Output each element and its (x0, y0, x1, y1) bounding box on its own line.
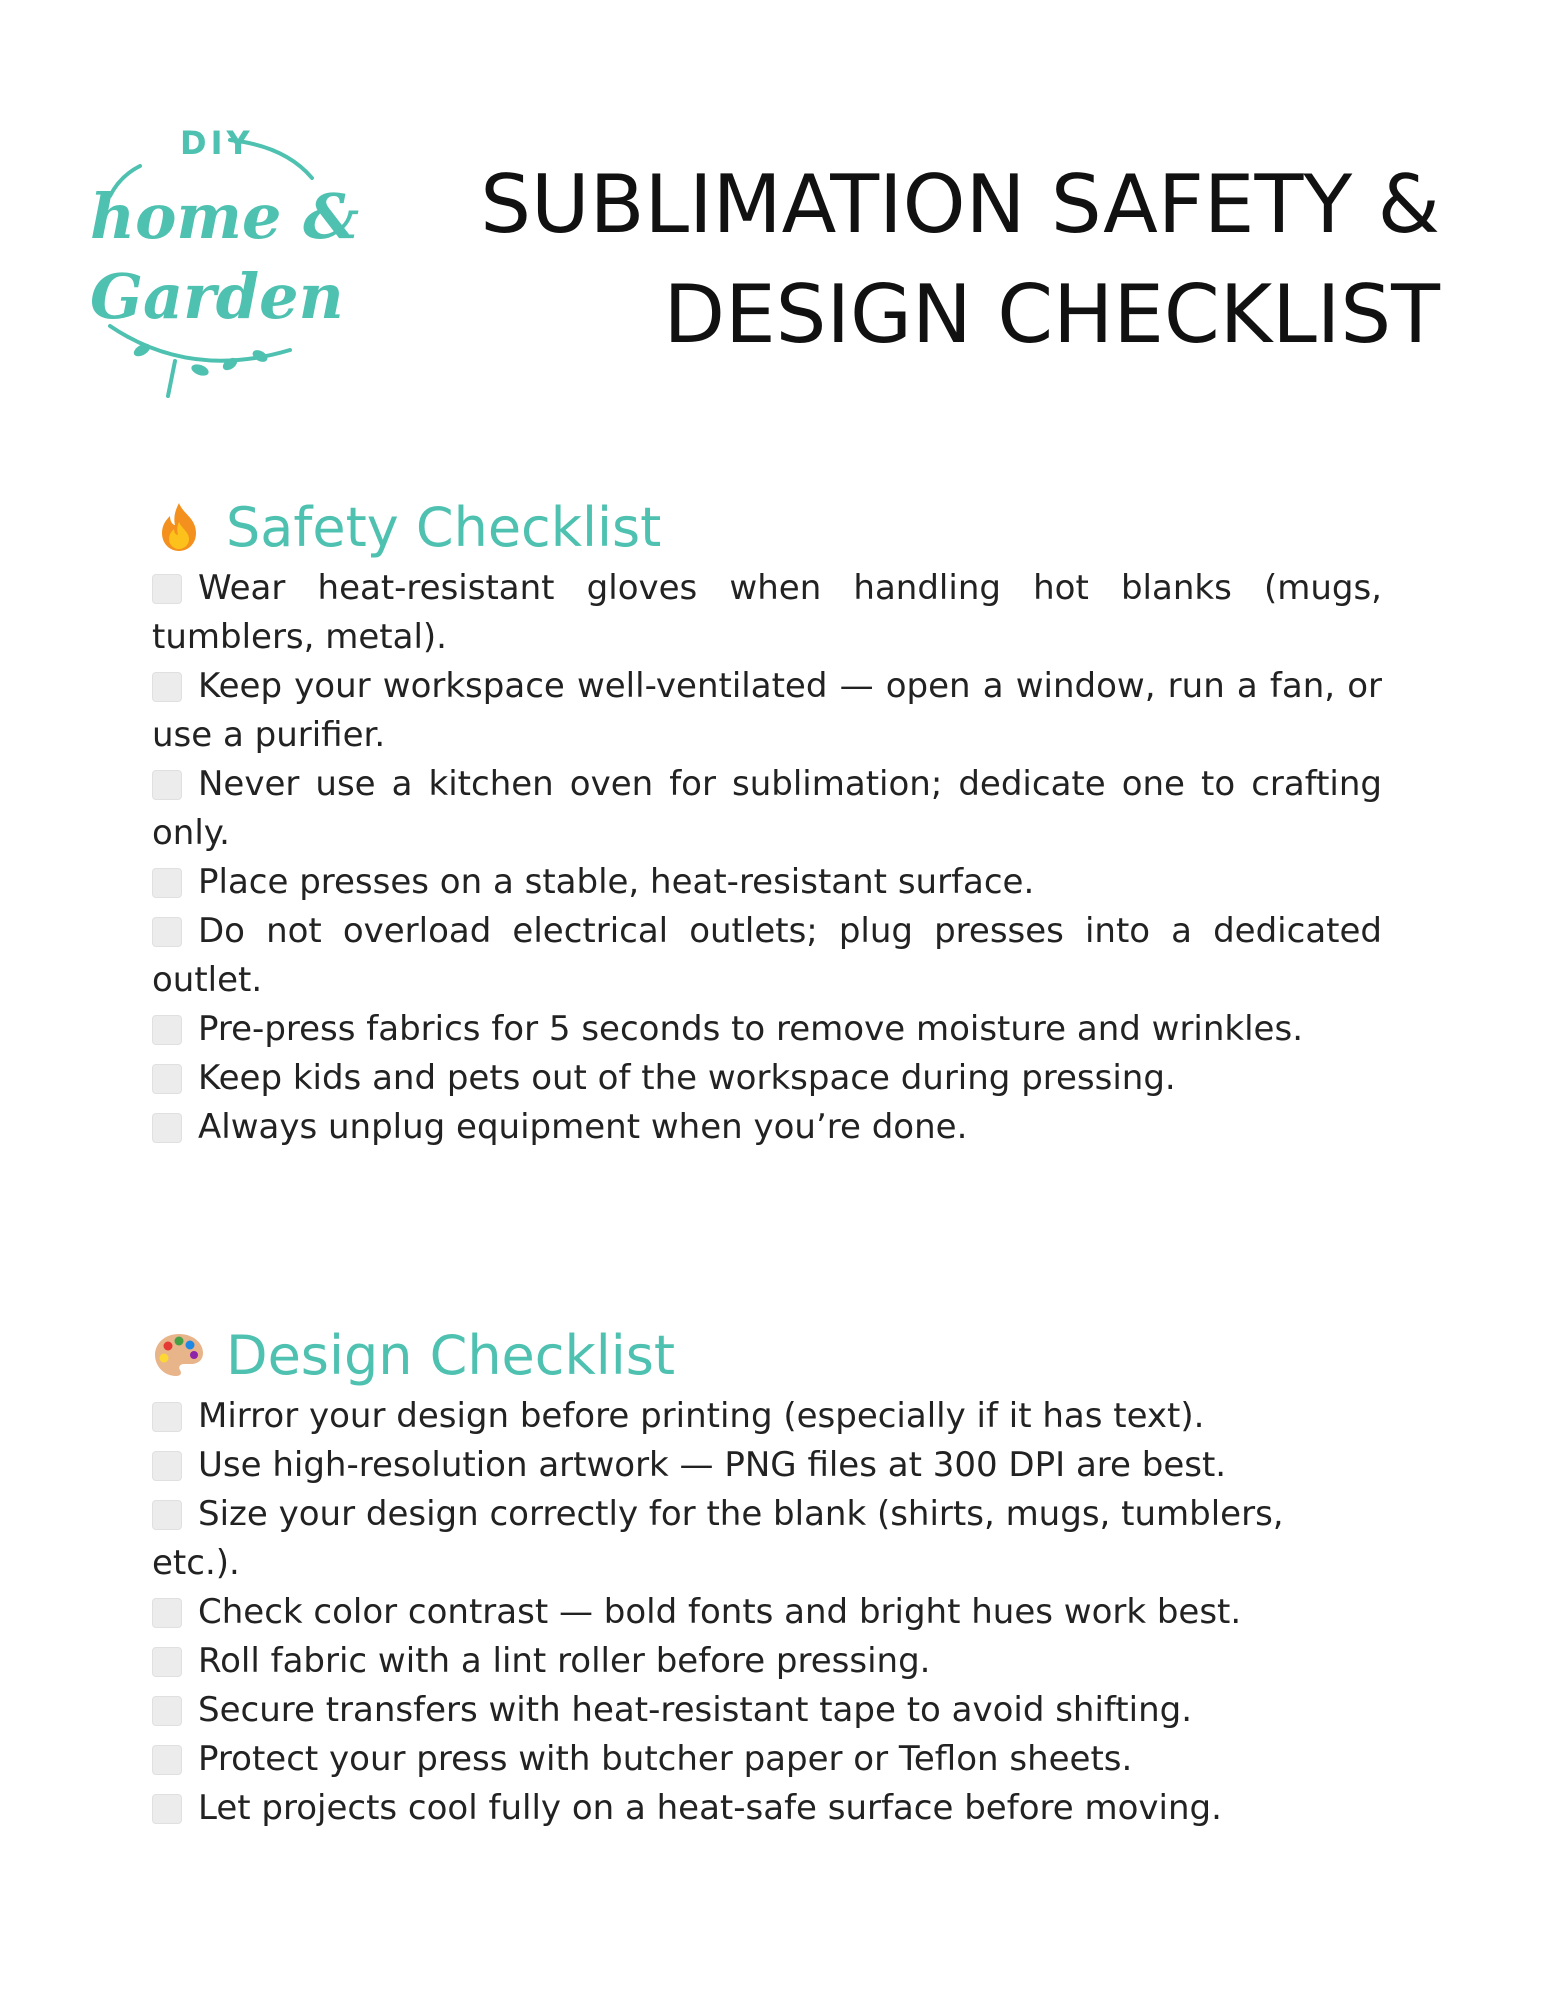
page-title (400, 150, 1440, 370)
item-text: Do not overload electrical outlets; plug presses into a dedicated outlet. (152, 911, 1382, 1000)
item-text: Check color contrast — bold fonts and bright hues work best. (198, 1592, 1242, 1632)
item-text: Use high-resolution artwork — PNG files at 300 DPI are best. (198, 1445, 1227, 1485)
checkbox[interactable] (152, 1794, 182, 1824)
list-item (152, 1005, 1382, 1054)
item-text: Pre-press fabrics for 5 seconds to remove moisture and wrinkles. (198, 1009, 1303, 1049)
item-text: Roll fabric with a lint roller before pressing. (198, 1641, 931, 1681)
list-item (152, 1588, 1382, 1637)
list-item (152, 1441, 1382, 1490)
list-item (152, 1490, 1382, 1588)
item-text: Protect your press with butcher paper or Teflon sheets. (198, 1739, 1133, 1779)
item-text: Keep kids and pets out of the workspace during pressing. (198, 1058, 1176, 1098)
checkbox[interactable] (152, 917, 182, 947)
logo-garden-text: Garden (90, 260, 344, 333)
design-heading (152, 1320, 1382, 1390)
checkbox[interactable] (152, 1064, 182, 1094)
design-list (152, 1392, 1382, 1833)
item-text: Let projects cool fully on a heat-safe surface before moving. (198, 1788, 1222, 1828)
logo-home-text: home & (90, 180, 360, 253)
checkbox[interactable] (152, 1451, 182, 1481)
list-item (152, 1637, 1382, 1686)
checkbox[interactable] (152, 1745, 182, 1775)
checkbox[interactable] (152, 1696, 182, 1726)
item-text: Keep your workspace well-ventilated — open a window, run a fan, or use a purifier. (152, 666, 1382, 755)
safety-checklist-section (152, 492, 1382, 1152)
logo-graphic (80, 118, 380, 418)
list-item (152, 564, 1382, 662)
list-item (152, 760, 1382, 858)
item-text: Place presses on a stable, heat-resistant surface. (198, 862, 1035, 902)
diy-home-garden-logo (80, 118, 380, 418)
list-item (152, 907, 1382, 1005)
checkbox[interactable] (152, 1598, 182, 1628)
item-text: Never use a kitchen oven for sublimation; dedicate one to crafting only. (152, 764, 1382, 853)
checkbox[interactable] (152, 1015, 182, 1045)
logo-diy-text: DIY (180, 124, 254, 162)
title-line-1: SUBLIMATION SAFETY & (480, 158, 1440, 251)
list-item (152, 1392, 1382, 1441)
checkbox[interactable] (152, 1402, 182, 1432)
title-line-2: DESIGN CHECKLIST (663, 268, 1440, 361)
checkbox[interactable] (152, 574, 182, 604)
safety-heading (152, 492, 1382, 562)
item-text: Size your design correctly for the blank (shirts, mugs, tumblers, etc.). (152, 1494, 1284, 1583)
list-item (152, 1054, 1382, 1103)
checkbox[interactable] (152, 1647, 182, 1677)
item-text: Secure transfers with heat-resistant tape to avoid shifting. (198, 1690, 1193, 1730)
list-item (152, 1103, 1382, 1152)
item-text: Mirror your design before printing (especially if it has text). (198, 1396, 1205, 1436)
list-item (152, 662, 1382, 760)
safety-list (152, 564, 1382, 1152)
list-item (152, 1784, 1382, 1833)
item-text: Always unplug equipment when you’re done. (198, 1107, 968, 1147)
safety-heading-text: Safety Checklist (226, 495, 662, 559)
checkbox[interactable] (152, 672, 182, 702)
artist-palette-emoji-icon (152, 1328, 206, 1382)
fire-emoji-icon (152, 500, 206, 554)
checkbox[interactable] (152, 1113, 182, 1143)
checkbox[interactable] (152, 1500, 182, 1530)
list-item (152, 1735, 1382, 1784)
list-item (152, 858, 1382, 907)
item-text: Wear heat-resistant gloves when handling hot blanks (mugs, tumblers, metal). (152, 568, 1382, 657)
design-heading-text: Design Checklist (226, 1323, 676, 1387)
checkbox[interactable] (152, 868, 182, 898)
checkbox[interactable] (152, 770, 182, 800)
list-item (152, 1686, 1382, 1735)
design-checklist-section (152, 1320, 1382, 1833)
